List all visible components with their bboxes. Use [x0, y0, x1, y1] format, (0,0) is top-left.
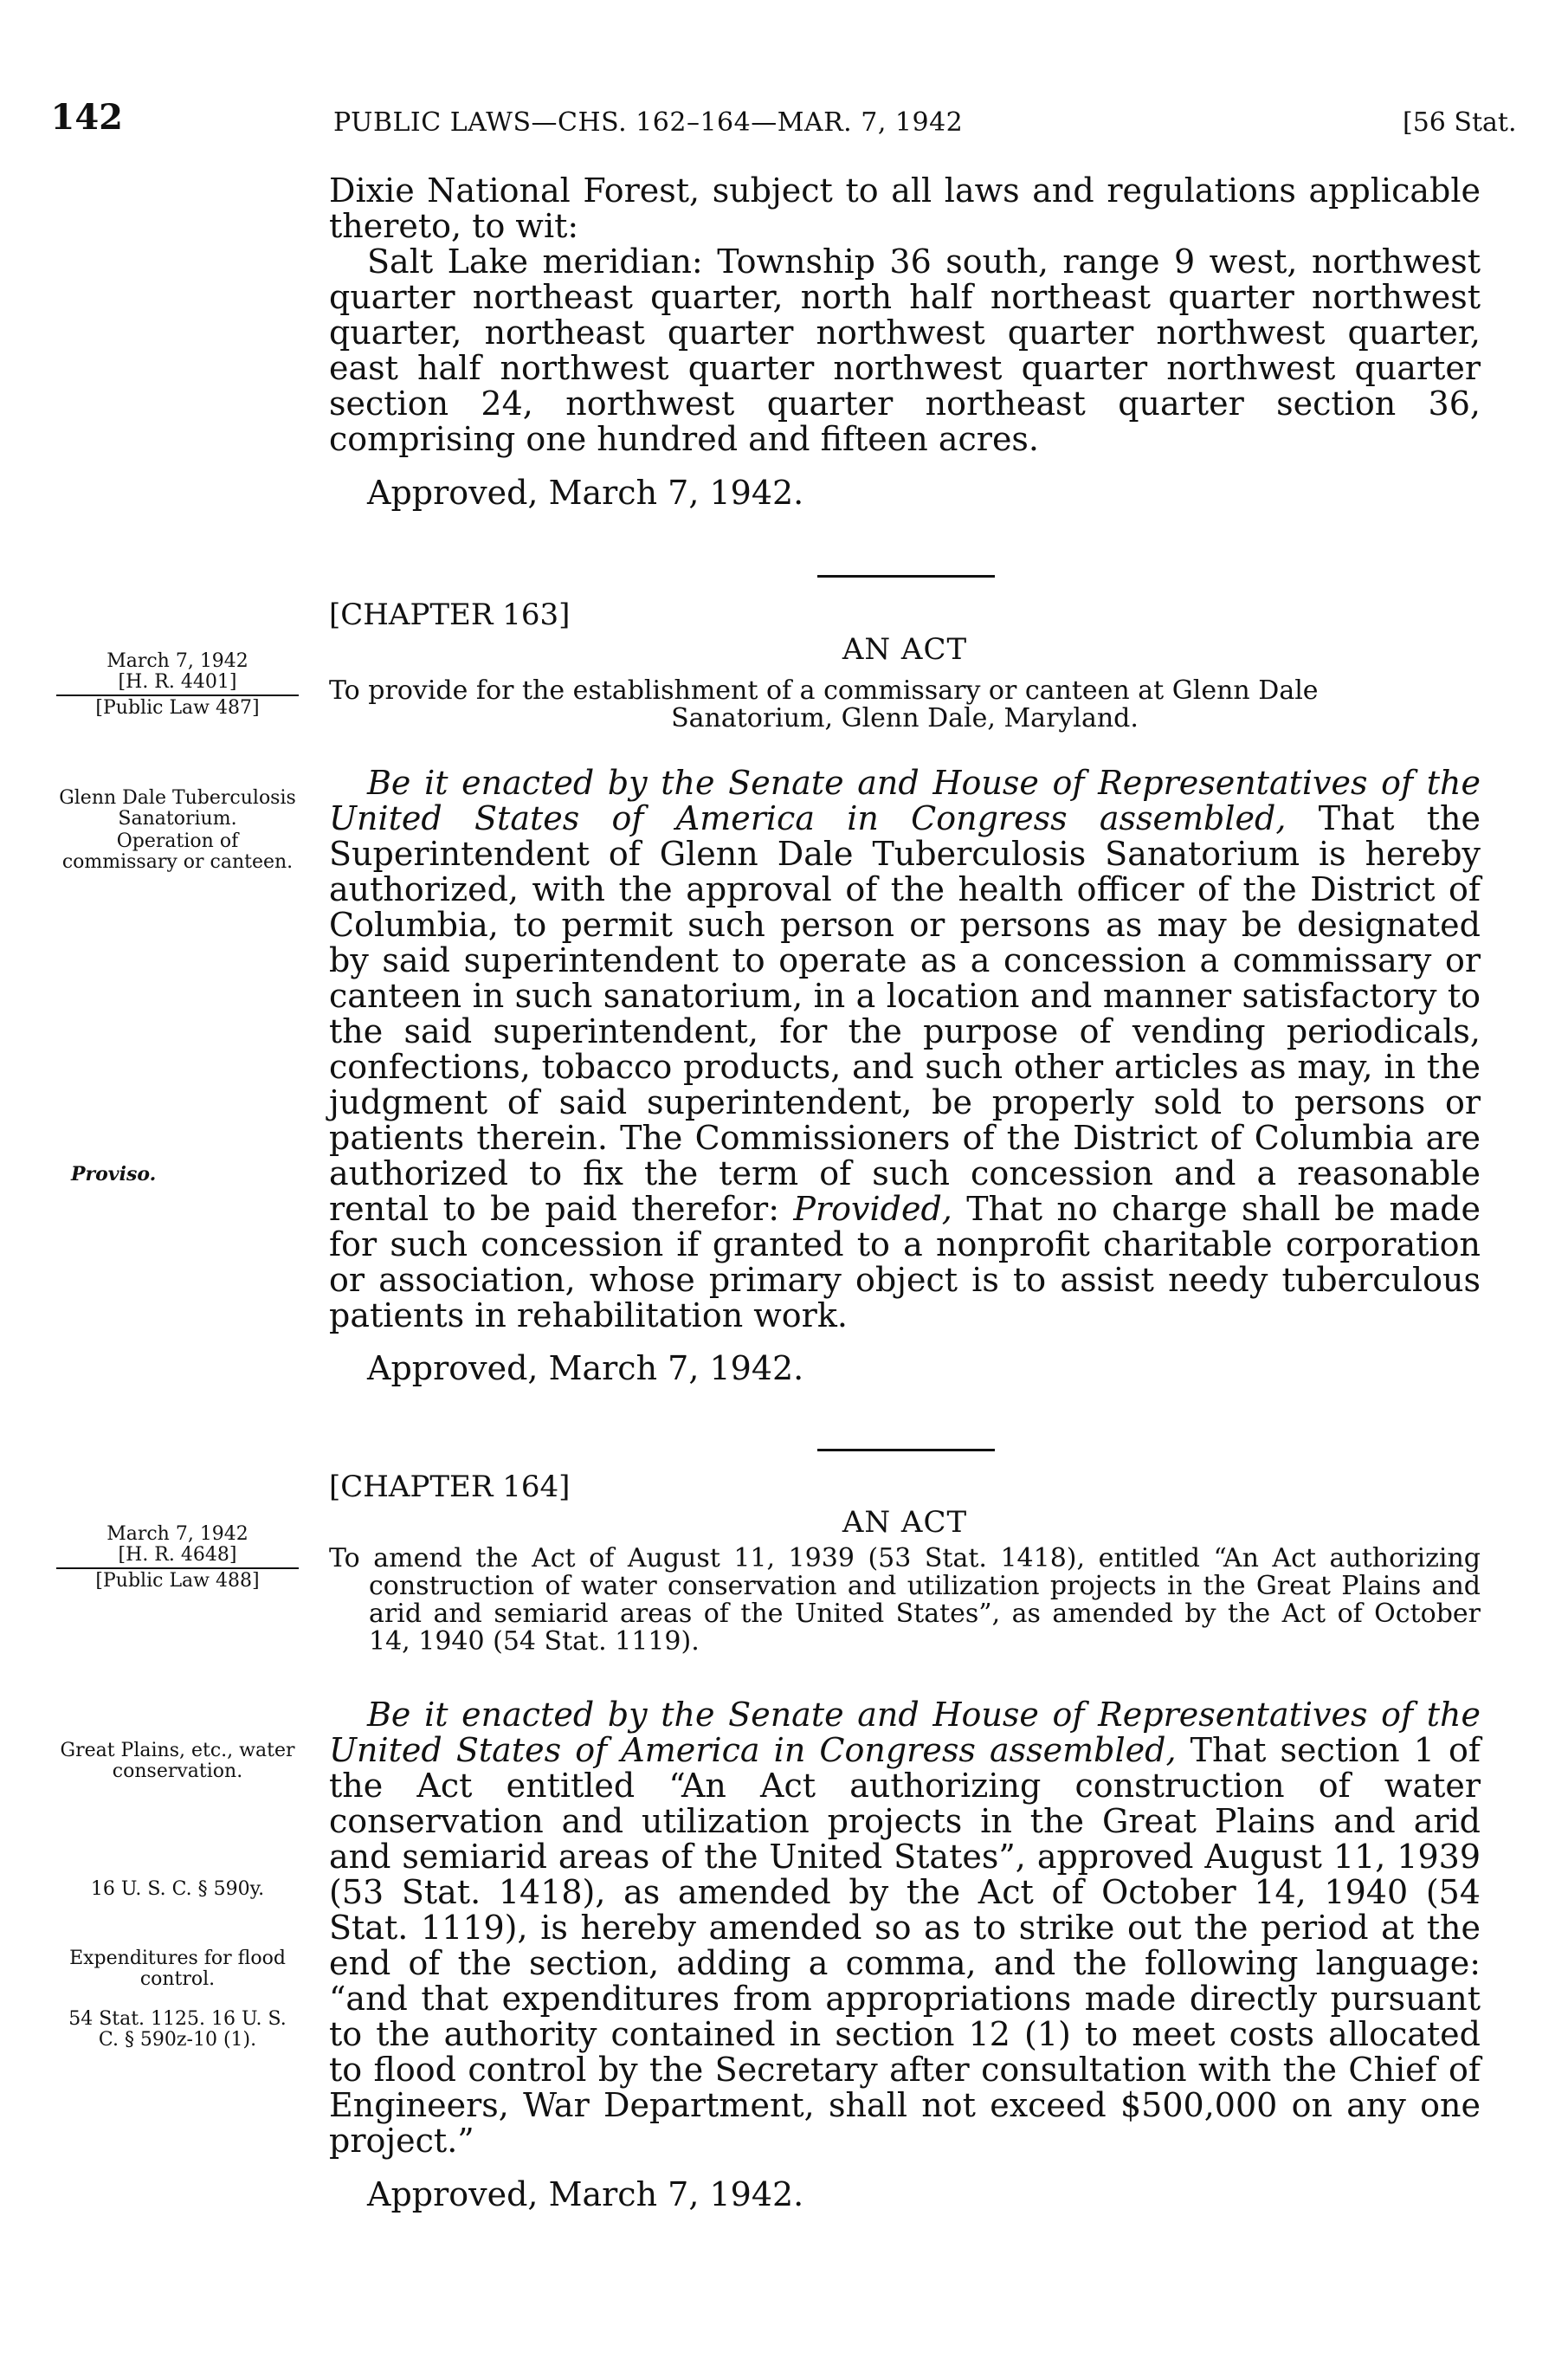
chapter-164-label: [CHAPTER 164] — [329, 1470, 571, 1504]
section-divider-2 — [817, 1449, 995, 1451]
chapter-163-proviso-note: Proviso. — [71, 1163, 157, 1186]
chapter-163-act-heading: AN ACT — [842, 632, 968, 667]
chapter-164-act-title — [329, 1545, 1481, 1656]
chapter-163-label: [CHAPTER 163] — [329, 598, 571, 632]
running-title: PUBLIC LAWS—CHS. 162–164—MAR. 7, 1942 — [333, 107, 964, 138]
chapter-163-margin-public-law: [Public Law 487] — [95, 697, 260, 719]
chapter-163-provided: Provided, — [793, 1190, 952, 1228]
chapter-164-side-note-4: 54 Stat. 1125. 16 U. S. C. § 590z-10 (1). — [68, 2008, 287, 2051]
chapter-162-intro-text: Dixie National Forest, subject to all laws and regulations applicable thereto, to wit: — [329, 171, 1481, 245]
chapter-164-approved: Approved, March 7, 1942. — [367, 2175, 804, 2213]
chapter-163-margin-date: March 7, 1942 — [106, 650, 248, 672]
chapter-164-body — [329, 1697, 1481, 2159]
chapter-163-margin-bill: [H. R. 4401] — [56, 672, 299, 696]
chapter-163-body — [329, 766, 1481, 1334]
chapter-164-side-note-1: Great Plains, etc., water conservation. — [60, 1740, 295, 1782]
chapter-163-body-part2: That no charge shall be made for such concession if granted to a nonprofit charitable corporation or association, whose primary object is to assist needy tuberculous patients in rehabilitation work. — [329, 1190, 1481, 1334]
page-number: 142 — [50, 97, 123, 138]
chapter-164-title-text: To amend the Act of August 11, 1939 (53 Stat. 1418), entitled “An Act authorizing construction of water conservation and utilization projects in the Great Plains and arid and semiarid areas of the United States”, as amended by the Act of October 14, 1940 (54 Stat. 1119). — [329, 1543, 1481, 1657]
volume-reference: [56 Stat. — [1403, 107, 1517, 138]
chapter-163-act-title — [329, 677, 1481, 733]
chapter-162-approved: Approved, March 7, 1942. — [367, 474, 804, 512]
section-divider-1 — [817, 575, 995, 578]
chapter-164-margin-public-law: [Public Law 488] — [95, 1570, 260, 1592]
chapter-164-side-note-2: 16 U. S. C. § 590y. — [90, 1878, 265, 1900]
chapter-164-margin-date: March 7, 1942 — [106, 1523, 248, 1545]
chapter-163-side-note-1: Glenn Dale Tuberculosis Sanatorium. — [59, 787, 296, 830]
chapter-164-margin-bill: [H. R. 4648] — [56, 1545, 299, 1569]
chapter-164-body-text: That section 1 of the Act entitled “An Act authorizing construction of water conservation and utilization projects in the Great Plains and arid and semiarid areas of the United States”, approved August 11, 1939 (53 Stat. 1418), as amended by the Act of October 14, 1940 (54 Stat. 1119), is hereby amended so as to strike out the period at the end of the section, adding a comma, and the following language: “and that expenditures from appropriations made directly pursuant to the authority contained in section 12 (1) to meet costs allocated to flood control by the Secretary after consultation with the Chief of Engineers, War Department, shall not exceed $500,000 on any one project.” — [329, 1731, 1481, 2160]
chapter-164-enacting-clause: Be it enacted by the Senate and House of Representatives of the United States of America in Congress assembled, — [329, 1696, 1481, 1769]
chapter-162-continuation — [329, 173, 1481, 457]
chapter-162-land-description: Salt Lake meridian: Township 36 south, range 9 west, northwest quarter northeast quarter, north half northeast quarter northwest quarter, northeast quarter northwest quarter northwest quarter, east half northwest quarter northwest quarter northwest quarter section 24, northwest quarter northeast quarter section 36, comprising one hundred and fifteen acres. — [329, 242, 1481, 458]
chapter-163-margin-citation — [56, 651, 299, 719]
chapter-163-body-part1: That the Superintendent of Glenn Dale Tuberculosis Sanatorium is hereby authorized, with the approval of the health officer of the District of Columbia, to permit such person or persons as may be designated by said superintendent to operate as a concession a commissary or canteen in such sanatorium, in a location and manner satisfactory to the said superintendent, for the purpose of vending periodicals, confections, tobacco products, and such other articles as may, in the judgment of said superintendent, be properly sold to persons or patients therein. The Commissioners of the District of Columbia are authorized to fix the term of such concession and a reasonable rental to be paid therefor: — [329, 799, 1481, 1228]
chapter-163-title-line1: To provide for the establishment of a commissary or canteen at Glenn Dale — [329, 675, 1319, 706]
chapter-164-margin-citation — [56, 1524, 299, 1592]
chapter-163-title-line2: Sanatorium, Glenn Dale, Maryland. — [671, 703, 1139, 733]
chapter-163-approved: Approved, March 7, 1942. — [367, 1349, 804, 1387]
chapter-164-side-note-3: Expenditures for flood control. — [69, 1948, 286, 1990]
chapter-163-enacting-clause: Be it enacted by the Senate and House of Representatives of the United States of America in Congress assembled, — [329, 764, 1481, 837]
chapter-163-side-note-2: Operation of commissary or canteen. — [61, 830, 294, 873]
chapter-164-act-heading: AN ACT — [842, 1505, 968, 1540]
